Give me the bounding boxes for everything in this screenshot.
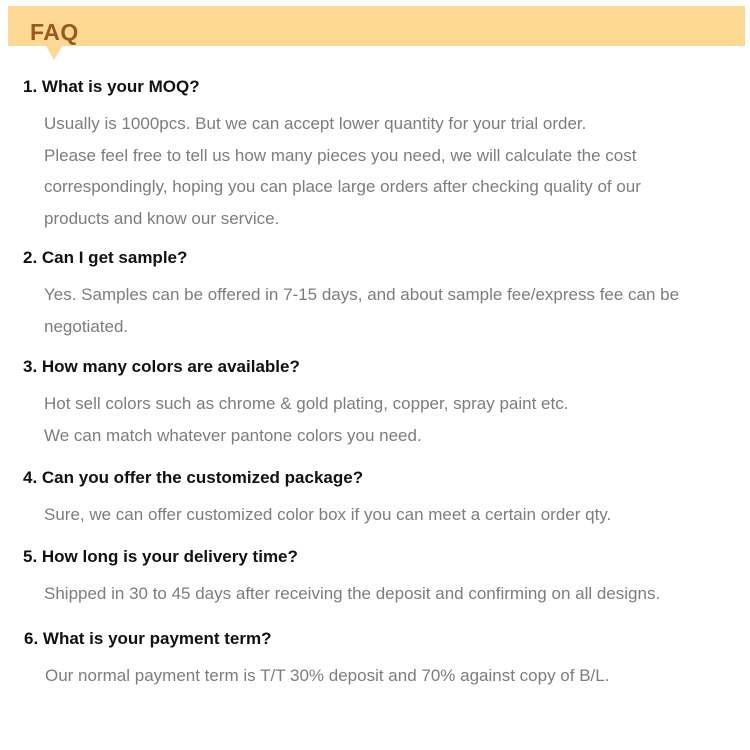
faq-item-4: [23, 467, 738, 531]
faq-banner: [8, 6, 745, 46]
faq-question: 6. What is your payment term?: [24, 629, 272, 648]
answer-line: Usually is 1000pcs. But we can accept lower quantity for your trial order.: [44, 114, 587, 133]
answer-line: correspondingly, hoping you can place large orders after checking quality of our: [44, 177, 641, 196]
banner-pointer: [46, 46, 62, 60]
faq-question: 3. How many colors are available?: [23, 357, 300, 376]
faq-answer: [23, 388, 738, 451]
faq-question: 1. What is your MOQ?: [23, 77, 200, 96]
faq-answer: [23, 578, 738, 610]
answer-line: Our normal payment term is T/T 30% deposit and 70% against copy of B/L.: [45, 666, 610, 685]
answer-line: Shipped in 30 to 45 days after receiving the deposit and confirming on all designs.: [44, 584, 661, 603]
answer-line: Sure, we can offer customized color box if you can meet a certain order qty.: [44, 505, 612, 524]
answer-line: products and know our service.: [44, 208, 280, 228]
faq-question: 5. How long is your delivery time?: [23, 547, 298, 566]
faq-item-1: [23, 76, 738, 234]
faq-item-6: [24, 628, 739, 692]
faq-question: 2. Can I get sample?: [23, 248, 188, 267]
faq-question: 4. Can you offer the customized package?: [23, 468, 364, 487]
answer-line: Please feel free to tell us how many pieces you need, we will calculate the cost: [44, 145, 637, 165]
page-title: FAQ: [30, 19, 79, 45]
answer-line: Yes. Samples can be offered in 7-15 days, and about sample fee/express fee can be: [44, 285, 680, 304]
faq-answer: [23, 108, 738, 234]
answer-line: Hot sell colors such as chrome & gold plating, copper, spray paint etc.: [44, 394, 569, 413]
faq-item-2: [23, 247, 738, 342]
faq-item-3: [23, 356, 738, 451]
faq-answer: [24, 660, 739, 692]
faq-item-5: [23, 546, 738, 610]
faq-answer: [23, 499, 738, 531]
answer-line: negotiated.: [44, 316, 129, 336]
answer-line: We can match whatever pantone colors you need.: [44, 425, 422, 445]
faq-answer: [23, 279, 738, 342]
